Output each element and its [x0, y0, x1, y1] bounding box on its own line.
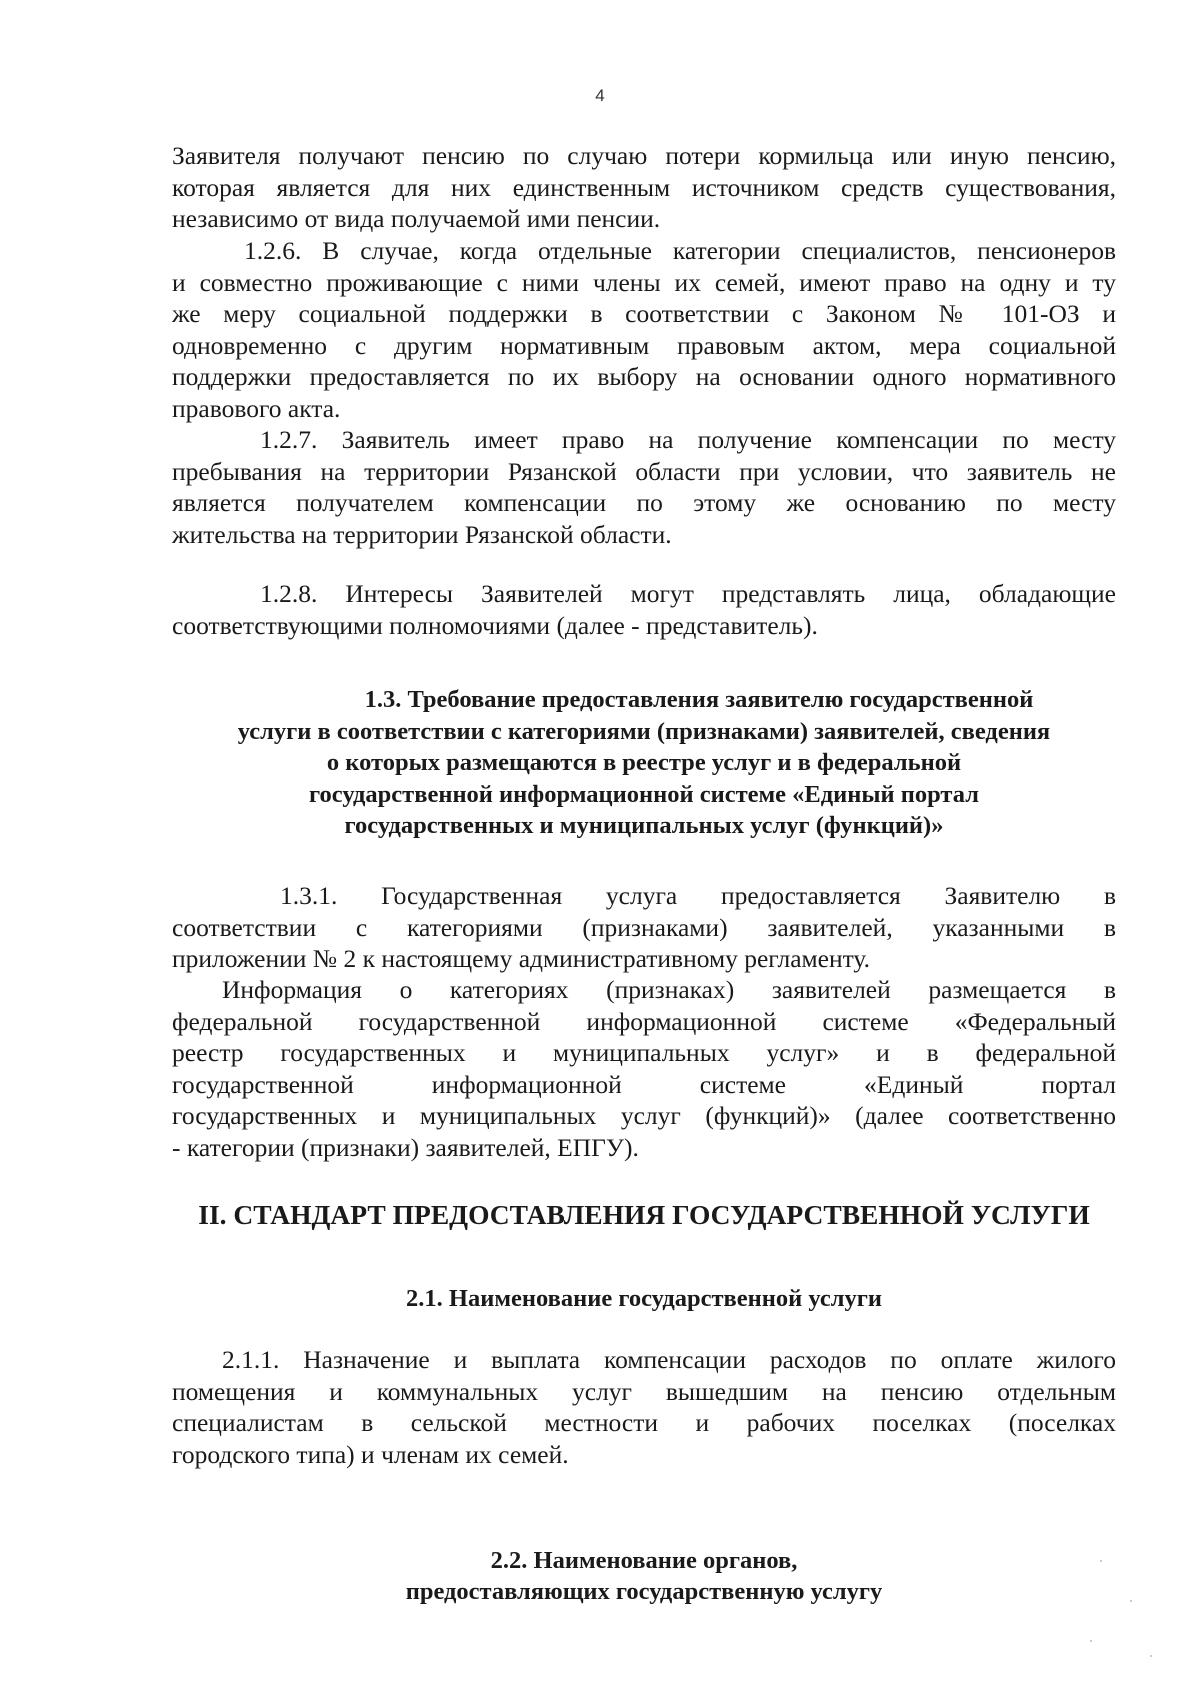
- text-line: Информация о категориях (признаках) заявителей размещается в: [222, 975, 1116, 1004]
- text-line: Заявителя получают пенсию по случаю потери кормильца или иную пенсию,: [172, 141, 1116, 170]
- text-line: федеральной государственной информационной системе «Федеральный: [172, 1006, 1116, 1036]
- text-line: 1.2.8. Интересы Заявителей могут представлять лица, обладающие: [260, 579, 1116, 608]
- text-line: одновременно с другим нормативным правовым актом, мера социальной: [172, 330, 1116, 360]
- text-line: городского типа) и членам их семей.: [172, 1439, 569, 1469]
- text-line: - категории (признаки) заявителей, ЕПГУ).: [172, 1132, 639, 1162]
- heading-line: предоставляющих государственную услугу: [405, 1578, 883, 1605]
- paragraph-2-1-1: [172, 1344, 1116, 1470]
- section-2-heading: [172, 1198, 1116, 1232]
- paragraph-1-2-8: [172, 578, 1116, 641]
- heading-line: о которых размещаются в реестре услуг и в федеральной: [326, 749, 962, 776]
- text-line: 1.3.1. Государственная услуга предоставляется Заявителю в: [280, 881, 1116, 910]
- text-line: соответствии с категориями (признаками) заявителей, указанными в: [172, 912, 1116, 942]
- text-line: 1.2.6. В случае, когда отдельные категории специалистов, пенсионеров: [244, 236, 1116, 265]
- text-line: пребывания на территории Рязанской области при условии, что заявитель не: [172, 456, 1116, 486]
- text-line: государственных и муниципальных услуг (функций)» (далее соответственно: [172, 1101, 1116, 1130]
- heading-1-3: [172, 684, 1116, 842]
- paragraph-intro: [172, 140, 1116, 235]
- text-line: приложении № 2 к настоящему административному регламенту.: [172, 944, 871, 973]
- heading-line: 2.1. Наименование государственной услуги: [406, 1285, 882, 1312]
- heading-line: государственной информационной системе «Единый портал: [309, 780, 979, 808]
- heading-line: государственных и муниципальных услуг (функций)»: [344, 812, 944, 839]
- text-line: и совместно проживающие с ними члены их семей, имеют право на одну и ту: [172, 267, 1116, 297]
- page-number: 4: [595, 86, 605, 105]
- scan-speck: [1130, 1600, 1132, 1602]
- paragraph-info: [172, 974, 1116, 1163]
- text-line: соответствующими полномочиями (далее - представитель).: [172, 610, 818, 640]
- text-line: жительства на территории Рязанской области.: [172, 519, 672, 549]
- text-line: поддержки предоставляется по их выбору на основании одного нормативного: [172, 362, 1116, 391]
- text-line: независимо от вида получаемой ими пенсии.: [172, 204, 661, 233]
- heading-line: 1.3. Требование предоставления заявителю государственной: [364, 686, 1034, 713]
- scan-speck: [1100, 1560, 1102, 1562]
- heading-line: 2.2. Наименование органов,: [490, 1547, 798, 1574]
- paragraph-1-2-7: [172, 424, 1116, 550]
- text-line: 2.1.1. Назначение и выплата компенсации расходов по оплате жилого: [222, 1345, 1116, 1374]
- heading-line: услуги в соответствии с категориями (признаками) заявителей, сведения: [237, 717, 1051, 745]
- paragraph-1-2-6: [172, 235, 1116, 424]
- scan-speck: [1090, 1640, 1092, 1642]
- text-line: реестр государственных и муниципальных услуг» и в федеральной: [172, 1038, 1116, 1067]
- text-line: которая является для них единственным источником средств существования,: [172, 172, 1116, 202]
- text-line: помещения и коммунальных услуг вышедшим на пенсию отдельным: [172, 1376, 1116, 1406]
- scan-speck: [1150, 1655, 1152, 1657]
- heading-line: II. СТАНДАРТ ПРЕДОСТАВЛЕНИЯ ГОСУДАРСТВЕННОЙ УСЛУГИ: [198, 1199, 1090, 1230]
- text-line: же меру социальной поддержки в соответствии с Законом № 101-ОЗ и: [172, 299, 1116, 328]
- paragraph-1-3-1: [172, 880, 1116, 975]
- text-line: правового акта.: [172, 393, 341, 423]
- text-line: 1.2.7. Заявитель имеет право на получение компенсации по месту: [260, 425, 1116, 454]
- heading-2-1: [172, 1283, 1116, 1314]
- heading-2-2: [172, 1545, 1116, 1607]
- text-line: государственной информационной системе «Единый портал: [172, 1069, 1116, 1099]
- text-line: специалистам в сельской местности и рабочих поселках (поселках: [172, 1408, 1116, 1437]
- text-line: является получателем компенсации по этому же основанию по месту: [172, 488, 1116, 517]
